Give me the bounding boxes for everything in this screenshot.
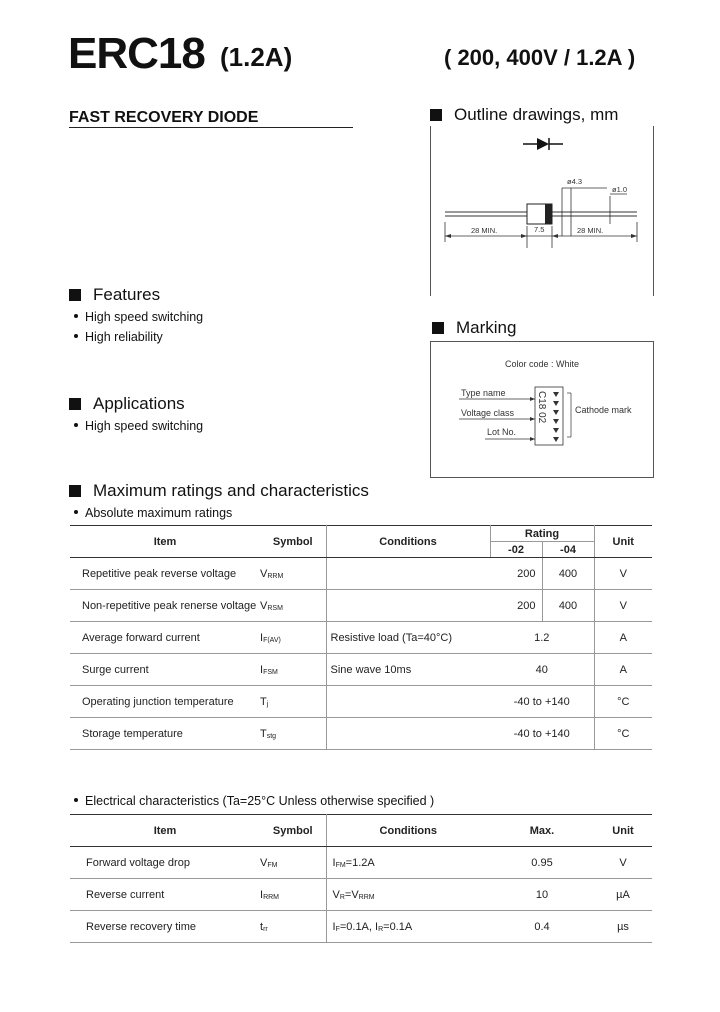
ratings-subheading [74,505,232,521]
feature-item [74,309,203,325]
item-cell: Reverse current [70,879,260,911]
max-cell: 0.95 [490,847,594,879]
application-item [74,418,203,434]
unit-cell: V [594,590,652,622]
type-name-label: Type name [461,388,506,398]
symbol-subscript: RRM [263,893,280,901]
col-rating-04: -04 [542,542,594,558]
diode-symbol-icon [523,138,563,150]
cond-rest: =0.1A [383,920,413,933]
item-cell: Surge current [70,654,260,686]
ratings-heading [69,481,369,501]
symbol-cell [260,654,326,686]
symbol-subscript: RSM [267,604,283,612]
outline-drawing [430,126,654,296]
unit-cell: A [594,654,652,686]
bullet-icon [74,334,78,338]
col-conditions: Conditions [326,815,490,847]
col-max: Max. [490,815,594,847]
outline-heading [430,105,618,125]
conditions-cell [326,718,490,750]
cond-subscript: R [339,893,345,901]
marking-heading-text: Marking [456,318,517,337]
cond-main: I [332,920,336,933]
symbol-main: t [260,920,264,933]
bullet-icon [74,510,78,514]
unit-cell: µA [594,879,652,911]
col-unit: Unit [594,526,652,558]
dim-body-length: 7.5 [534,225,545,234]
cond-rest: =V [344,888,359,901]
outline-heading-text: Outline drawings, mm [454,105,619,124]
table-row [70,590,652,622]
applications-heading [69,394,185,414]
title-underline [69,127,353,128]
col-item: Item [70,815,260,847]
col-rating: Rating [490,526,594,542]
lot-no-label: Lot No. [487,427,517,437]
bullet-icon [74,314,78,318]
table-row [70,879,652,911]
cond-subscript: F [335,925,340,933]
cond-subscript: RRM [358,893,375,901]
col-item: Item [70,526,260,558]
voltage-current-range: ( 200, 400V / 1.2A ) [444,45,636,70]
electrical-subheading [74,793,434,809]
feature-item-text: High reliability [85,330,163,344]
product-title: FAST RECOVERY DIODE [69,109,259,126]
section-square-icon [432,322,444,334]
col-unit: Unit [594,815,652,847]
col-rating-02: -02 [490,542,542,558]
marking-heading [432,318,516,338]
symbol-main: V [260,567,268,580]
marking-box [430,341,654,478]
diode-outline-svg [431,126,653,296]
rating-02-cell: 200 [490,590,542,622]
application-item-text: High speed switching [85,419,204,433]
electrical-characteristics-table [70,814,652,943]
symbol-main: I [260,663,264,676]
max-cell: 10 [490,879,594,911]
symbol-main: T [260,727,267,740]
col-conditions: Conditions [326,526,490,558]
symbol-cell [260,622,326,654]
unit-cell: V [594,847,652,879]
conditions-cell [326,558,490,590]
ratings-subheading-text: Absolute maximum ratings [85,506,233,520]
unit-cell: µs [594,911,652,943]
col-symbol: Symbol [260,815,326,847]
symbol-cell [260,718,326,750]
section-square-icon [69,398,81,410]
dim-lead-right: 28 MIN. [577,226,604,235]
dim-body-diameter: ø4.3 [567,177,583,186]
symbol-main: I [260,631,264,644]
feature-item [74,329,163,345]
cond-rest: =0.1A, I [339,920,379,933]
unit-cell: A [594,622,652,654]
unit-cell: °C [594,686,652,718]
cond-main: V [332,888,340,901]
symbol-cell [260,686,326,718]
conditions-cell [326,590,490,622]
max-cell: 0.4 [490,911,594,943]
item-cell: Repetitive peak reverse voltage [70,558,260,590]
symbol-cell [260,879,326,911]
symbol-subscript: RRM [267,572,284,580]
rating-04-cell: 400 [542,558,594,590]
symbol-subscript: j [266,700,269,708]
item-cell: Forward voltage drop [70,847,260,879]
symbol-main: I [260,888,264,901]
section-square-icon [69,289,81,301]
marking-text: C18 02 [536,391,547,424]
table-row [70,622,652,654]
symbol-cell [260,558,326,590]
cond-rest: =1.2A [345,856,375,869]
symbol-main: T [260,695,267,708]
rating-04-cell: 400 [542,590,594,622]
conditions-cell: Resistive load (Ta=40°C) [326,622,490,654]
symbol-cell [260,590,326,622]
symbol-cell [260,911,326,943]
rating-02-cell: 200 [490,558,542,590]
symbol-subscript: rr [263,925,268,933]
dim-lead-left: 28 MIN. [471,226,498,235]
unit-cell: V [594,558,652,590]
conditions-cell [326,879,490,911]
symbol-cell [260,847,326,879]
table-row [70,558,652,590]
current-rating: (1.2A) [220,42,293,72]
applications-heading-text: Applications [93,394,185,413]
unit-cell: °C [594,718,652,750]
table-row [70,718,652,750]
section-square-icon [430,109,442,121]
bullet-icon [74,798,78,802]
table-row [70,654,652,686]
feature-item-text: High speed switching [85,310,204,324]
item-cell: Non-repetitive peak renerse voltage [70,590,260,622]
conditions-cell [326,686,490,718]
color-code: Color code : White [505,359,580,369]
absolute-max-ratings-table [70,525,652,750]
rating-cell: 1.2 [490,622,594,654]
symbol-subscript: stg [266,732,277,740]
cathode-mark-label: Cathode mark [575,405,632,415]
item-cell: Storage temperature [70,718,260,750]
item-cell: Operating junction temperature [70,686,260,718]
symbol-main: V [260,599,268,612]
section-square-icon [69,485,81,497]
table-row [70,847,652,879]
symbol-main: V [260,856,268,869]
features-heading-text: Features [93,285,161,304]
conditions-cell: Sine wave 10ms [326,654,490,686]
table-row [70,911,652,943]
symbol-subscript: F(AV) [263,636,281,644]
rating-cell: -40 to +140 [490,686,594,718]
voltage-class-label: Voltage class [461,408,515,418]
part-number: ERC18 [68,29,205,78]
col-symbol: Symbol [260,526,326,558]
conditions-cell [326,911,490,943]
table-row [70,686,652,718]
marking-diagram-svg [431,341,653,477]
rating-cell: 40 [490,654,594,686]
item-cell: Reverse recovery time [70,911,260,943]
electrical-subheading-text: Electrical characteristics (Ta=25°C Unless otherwise specified ) [85,794,435,808]
cond-subscript: FM [335,861,346,869]
cond-subscript: R [378,925,384,933]
rating-cell: -40 to +140 [490,718,594,750]
item-cell: Average forward current [70,622,260,654]
ratings-heading-text: Maximum ratings and characteristics [93,481,369,500]
conditions-cell [326,847,490,879]
bullet-icon [74,423,78,427]
features-heading [69,285,160,305]
symbol-subscript: FM [267,861,278,869]
symbol-subscript: FSM [263,668,278,676]
cond-main: I [332,856,336,869]
dim-lead-diameter: ø1.0 [612,185,628,194]
